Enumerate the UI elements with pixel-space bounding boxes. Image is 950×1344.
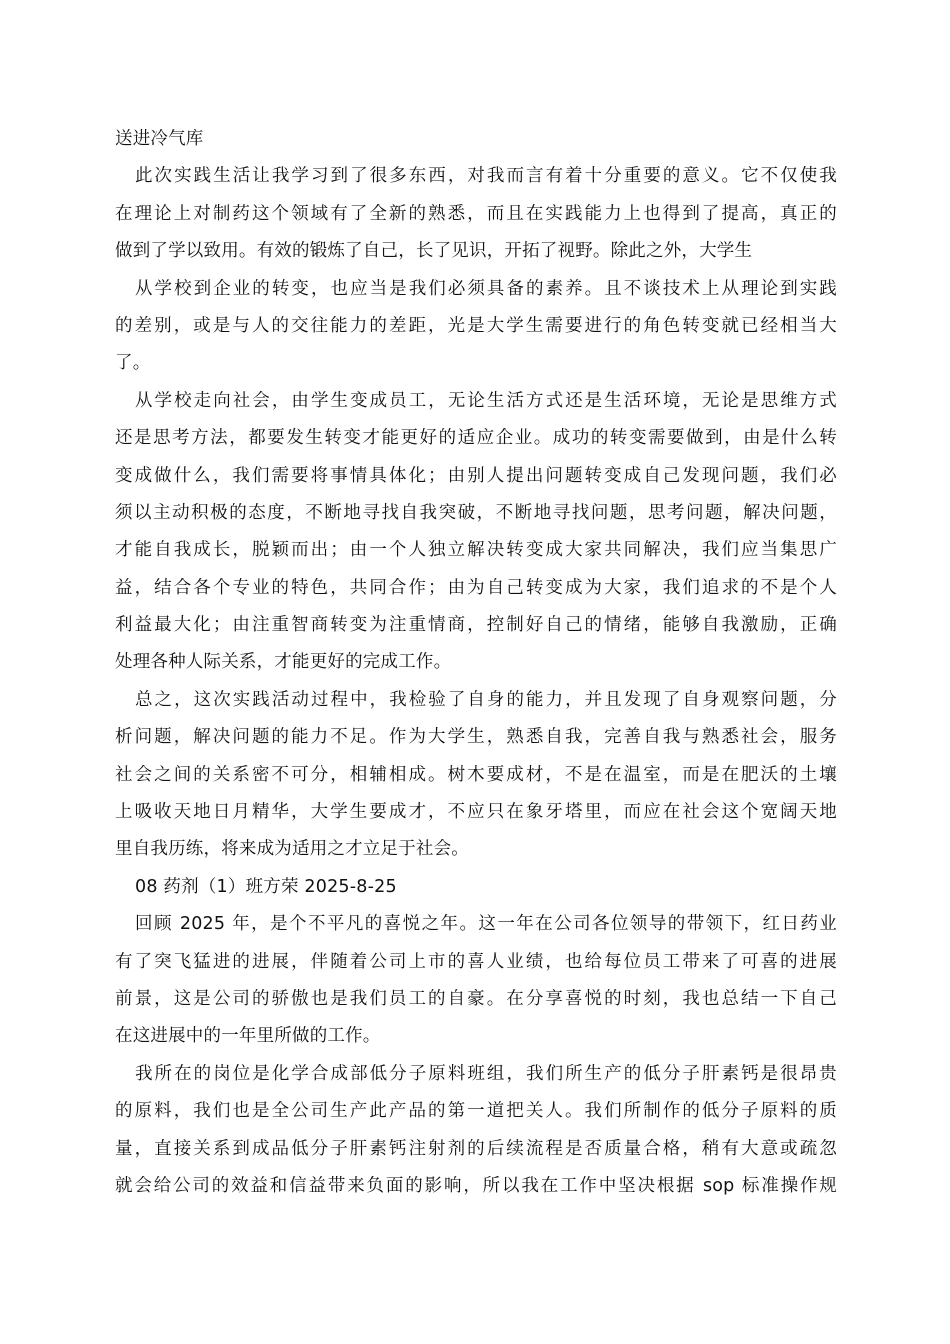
text-line: 做到了学以致用。有效的锻炼了自己，长了见识，开拓了视野。除此之外，大学生 xyxy=(115,241,753,262)
text-line: 须以主动积极的态度，不断地寻找自我突破，不断地寻找问题，思考问题，解决问题， xyxy=(115,502,837,523)
text-line: 送进冷气库 xyxy=(115,129,204,149)
text-line: 才能自我成长，脱颖而出；由一个人独立解决转变成大家共同解决，我们应当集思广 xyxy=(115,540,837,561)
document-body xyxy=(115,121,837,1205)
text-line: 变成做什么，我们需要将事情具体化；由别人提出问题转变成自己发现问题，我们必 xyxy=(115,465,837,486)
text-line: 益，结合各个专业的特色，共同合作；由为自己转变成为大家，我们追求的不是个人 xyxy=(115,577,837,598)
text-line: 利益最大化；由注重智商转变为注重情商，控制好自己的情绪，能够自我激励，正确 xyxy=(115,615,837,636)
text-line: 的差别，或是与人的交往能力的差距，光是大学生需要进行的角色转变就已经相当大 xyxy=(115,315,837,336)
paragraph-first-line: 我所在的岗位是化学合成部低分子原料班组，我们所生产的低分子肝素钙是很昂贵 xyxy=(135,1063,837,1084)
text-line: 有了突飞猛进的进展，伴随着公司上市的喜人业绩，也给每位员工带来了可喜的进展 xyxy=(115,951,837,972)
text-line: 就会给公司的效益和信益带来负面的影响，所以我在工作中坚决根据 sop 标准操作规 xyxy=(115,1175,837,1196)
text-line: 里自我历练，将来成为适用之才立足于社会。 xyxy=(115,839,469,860)
paragraph-first-line: 从学校到企业的转变，也应当是我们必须具备的素养。且不谈技术上从理论到实践 xyxy=(135,278,837,299)
text-line: 上吸收天地日月精华，大学生要成才，不应只在象牙塔里，而应在社会这个宽阔天地 xyxy=(115,802,837,823)
paragraph-first-line: 总之，这次实践活动过程中，我检验了自身的能力，并且发现了自身观察问题，分 xyxy=(135,689,837,710)
paragraph-first-line: 回顾 2025 年，是个不平凡的喜悦之年。这一年在公司各位领导的带领下，红日药业 xyxy=(135,914,837,935)
author-date-line: 08 药剂（1）班方荣 2025-8-25 xyxy=(135,876,397,897)
paragraph-first-line: 从学校走向社会，由学生变成员工，无论生活方式还是生活环境，无论是思维方式 xyxy=(135,390,837,411)
paragraph-first-line: 此次实践生活让我学习到了很多东西，对我而言有着十分重要的意义。它不仅使我 xyxy=(135,166,837,187)
text-line: 在这进展中的一年里所做的工作。 xyxy=(115,1026,381,1047)
text-line: 前景，这是公司的骄傲也是我们员工的自豪。在分享喜悦的时刻，我也总结一下自己 xyxy=(115,988,837,1009)
text-line: 了。 xyxy=(115,353,151,374)
text-line: 析问题，解决问题的能力不足。作为大学生，熟悉自我，完善自我与熟悉社会，服务 xyxy=(115,727,837,748)
text-line: 还是思考方法，都要发生转变才能更好的适应企业。成功的转变需要做到，由是什么转 xyxy=(115,428,837,449)
text-line: 的原料，我们也是全公司生产此产品的第一道把关人。我们所制作的低分子原料的质 xyxy=(115,1101,837,1122)
text-line: 社会之间的关系密不可分，相辅相成。树木要成材，不是在温室，而是在肥沃的土壤 xyxy=(115,764,837,785)
text-line: 处理各种人际关系，才能更好的完成工作。 xyxy=(115,652,452,673)
text-line: 在理论上对制药这个领域有了全新的熟悉，而且在实践能力上也得到了提高，真正的 xyxy=(115,203,837,224)
text-line: 量，直接关系到成品低分子肝素钙注射剂的后续流程是否质量合格，稍有大意或疏忽 xyxy=(115,1138,837,1159)
